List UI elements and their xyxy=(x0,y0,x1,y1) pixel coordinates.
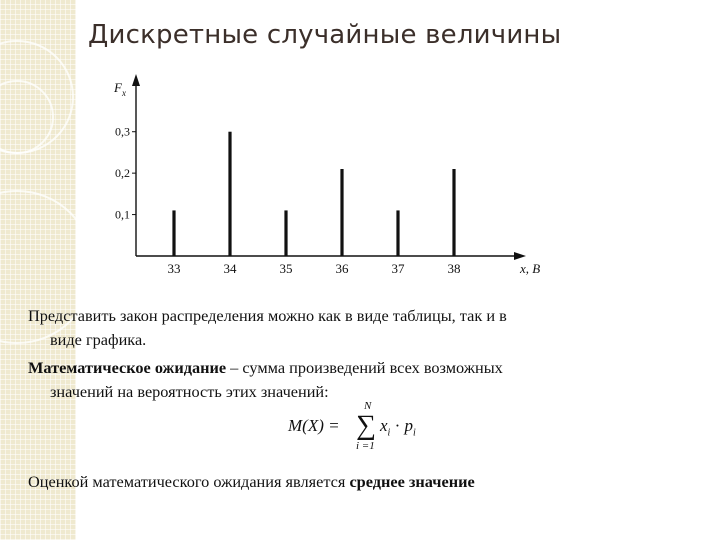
formula-p: p xyxy=(404,416,413,435)
bar-37 xyxy=(396,210,399,256)
slide-title: Дискретные случайные величины xyxy=(88,20,562,50)
x-tick-label: 34 xyxy=(223,261,237,276)
formula-x-sub: i xyxy=(387,427,391,439)
bar-33 xyxy=(172,210,175,256)
term-mean-value: среднее значение xyxy=(349,472,475,491)
x-tick-label: 35 xyxy=(279,261,293,276)
x-tick-label: 37 xyxy=(391,261,405,276)
paragraph-line: Представить закон распределения можно как в виде таблицы, так и в xyxy=(28,306,507,325)
formula-lhs: M(X) = xyxy=(288,416,340,435)
x-tick-label: 36 xyxy=(335,261,349,276)
formula-upper-limit: N xyxy=(364,400,372,412)
y-tick-label: 0,2 xyxy=(115,166,130,181)
paragraph-line: значений на вероятность этих значений: xyxy=(50,382,329,401)
formula-p-sub: i xyxy=(413,427,416,439)
bar-35 xyxy=(284,210,287,256)
x-axis-arrow xyxy=(514,252,526,260)
y-tick-label: 0,1 xyxy=(115,207,130,222)
paragraph-text: – сумма произведений всех возможных xyxy=(226,358,503,377)
decorative-side-strip xyxy=(0,0,76,540)
bar-34 xyxy=(228,132,231,256)
y-tick-label: 0,3 xyxy=(115,124,130,139)
expectation-formula xyxy=(288,402,438,454)
x-tick-label: 38 xyxy=(447,261,461,276)
x-tick-label: 33 xyxy=(167,261,181,276)
y-axis-label: $F_x$ xyxy=(114,80,126,98)
paragraph-estimate xyxy=(28,470,708,494)
formula-x: x xyxy=(380,416,388,435)
x-axis-label: x, B xyxy=(520,261,541,276)
paragraph-line: виде графика. xyxy=(50,330,147,349)
y-axis-arrow xyxy=(132,74,140,86)
bar-chart xyxy=(100,72,560,282)
formula-rhs xyxy=(380,416,416,438)
paragraph-distribution xyxy=(28,304,708,352)
paragraph-expectation xyxy=(28,356,708,404)
paragraph-line xyxy=(28,356,708,380)
formula-lower-limit: i =1 xyxy=(356,440,375,452)
formula-sigma: ∑ xyxy=(356,410,376,441)
chart-axes xyxy=(113,74,540,276)
formula-dot: · xyxy=(394,416,401,435)
bar-38 xyxy=(452,169,455,256)
chart-marks xyxy=(115,125,461,276)
paragraph-text: Оценкой математического ожидания является xyxy=(28,472,350,491)
term-expectation: Математическое ожидание xyxy=(28,358,227,377)
bar-36 xyxy=(340,169,343,256)
